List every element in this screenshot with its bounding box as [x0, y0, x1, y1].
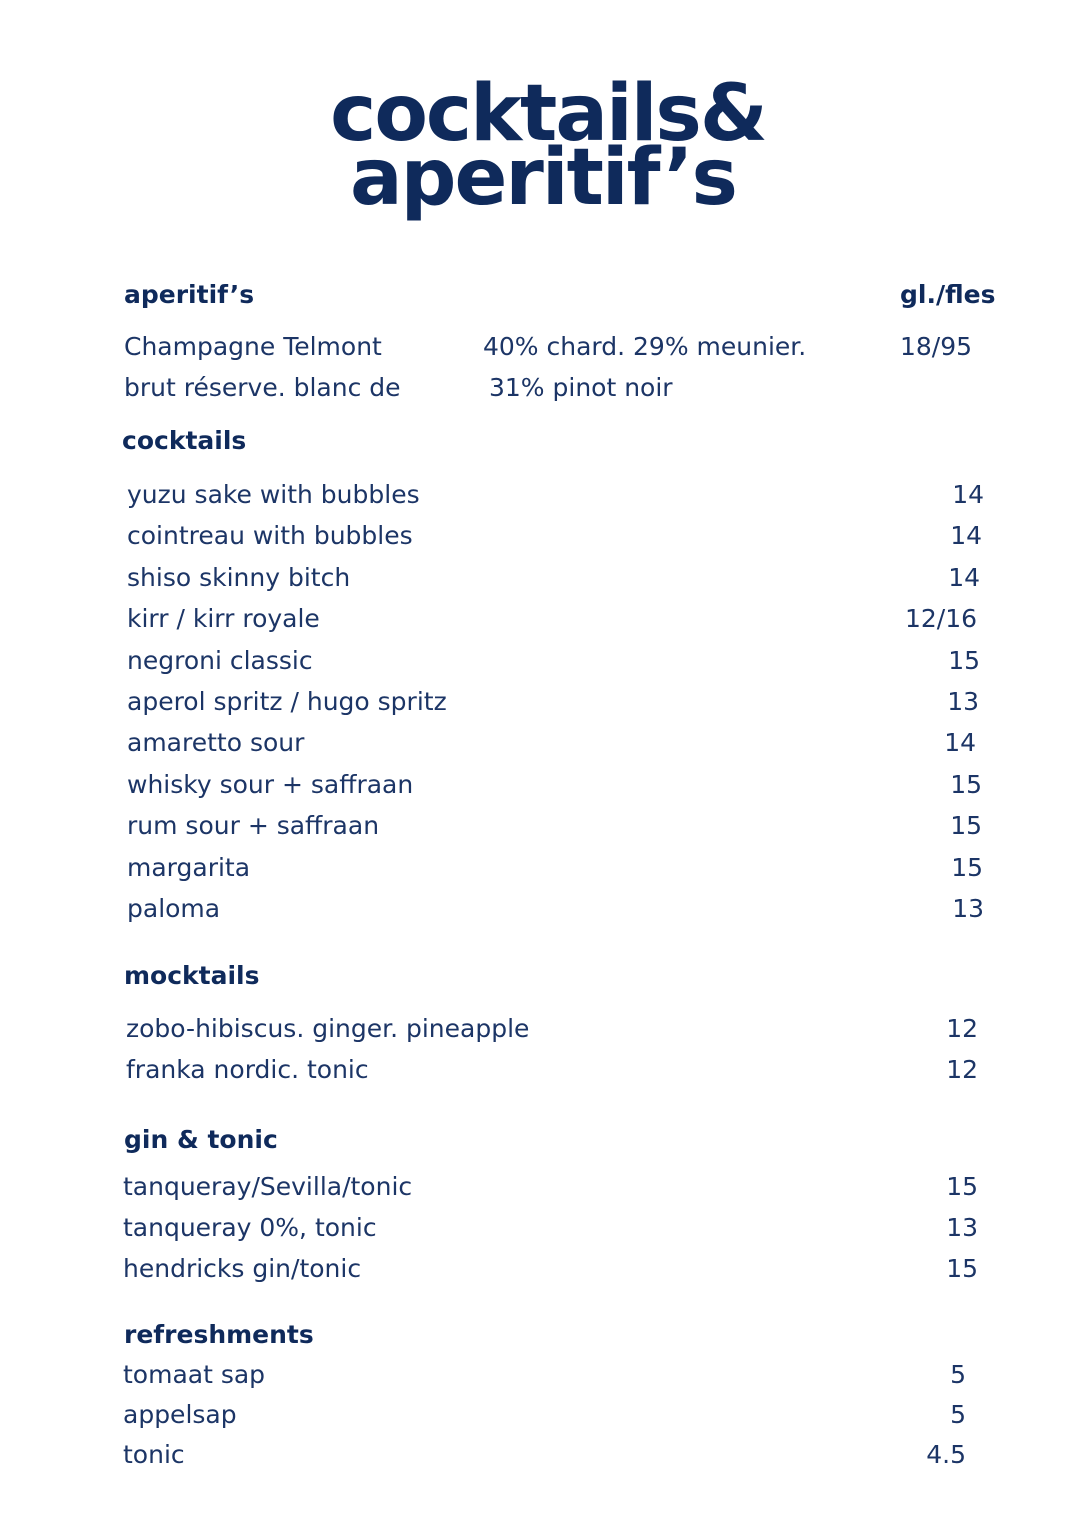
- title-line-2: aperitif’s: [350, 133, 736, 223]
- section-heading-refreshments: refreshments: [124, 1320, 314, 1349]
- item-name: zobo-hibiscus. ginger. pineapple: [126, 1014, 530, 1043]
- menu-row: [0, 1360, 1086, 1396]
- item-name: tanqueray 0%, tonic: [123, 1213, 377, 1242]
- item-name: tonic: [123, 1440, 185, 1469]
- menu-row: [0, 521, 1086, 557]
- item-name: yuzu sake with bubbles: [127, 480, 420, 509]
- menu-row: [0, 563, 1086, 599]
- item-name: whisky sour + saffraan: [127, 769, 414, 799]
- item-price: 12: [946, 1055, 978, 1084]
- item-name: margarita: [127, 852, 251, 882]
- item-price: 14: [948, 562, 980, 592]
- menu-row: [0, 1440, 1086, 1476]
- price-column-heading: gl./fles: [900, 280, 996, 309]
- item-price: 13: [947, 687, 979, 716]
- item-name: tomaat sap: [123, 1360, 266, 1389]
- item-price: 12: [946, 1014, 978, 1043]
- menu-row: [0, 480, 1086, 516]
- title-line-1: cocktails&: [330, 69, 766, 159]
- menu-row-champagne-2: [0, 373, 1086, 409]
- menu-row: [0, 687, 1086, 723]
- menu-row: [0, 1172, 1086, 1208]
- item-price: 15: [950, 811, 982, 841]
- item-name: rum sour + saffraan: [127, 811, 380, 841]
- item-name: kirr / kirr royale: [127, 604, 320, 634]
- item-price: 5: [950, 1360, 966, 1389]
- item-price: 14: [944, 728, 976, 758]
- item-description-continued: 31% pinot noir: [489, 373, 673, 402]
- menu-row-champagne-1: [0, 332, 1086, 368]
- menu-row: [0, 1014, 1086, 1050]
- item-name: cointreau with bubbles: [127, 521, 413, 551]
- item-price: 15: [951, 852, 983, 882]
- section-heading-mocktails: mocktails: [124, 961, 260, 990]
- item-description: 40% chard. 29% meunier.: [483, 332, 807, 361]
- item-price: 13: [946, 1213, 978, 1242]
- item-price: 15: [950, 769, 982, 799]
- page-title: [0, 69, 1086, 223]
- item-price: 4.5: [926, 1440, 966, 1469]
- item-name-continued: brut réserve. blanc de: [124, 373, 401, 402]
- item-name: shiso skinny bitch: [127, 562, 351, 592]
- item-price: 14: [950, 521, 982, 551]
- item-name: negroni classic: [127, 645, 313, 675]
- section-heading-cocktails: cocktails: [122, 426, 247, 455]
- menu-row: [0, 604, 1086, 640]
- item-name: hendricks gin/tonic: [123, 1254, 362, 1283]
- item-name: franka nordic. tonic: [126, 1055, 369, 1084]
- item-name: appelsap: [123, 1400, 237, 1429]
- section-heading-gin-tonic: gin & tonic: [124, 1125, 278, 1154]
- item-name: Champagne Telmont: [124, 332, 382, 361]
- section-heading-aperitifs: aperitif’s: [124, 280, 255, 309]
- item-price: 13: [952, 894, 984, 923]
- item-price: 5: [950, 1400, 966, 1429]
- item-name: paloma: [127, 894, 221, 923]
- menu-row: [0, 853, 1086, 889]
- item-price: 15: [946, 1172, 978, 1201]
- menu-row: [0, 1400, 1086, 1436]
- item-price: 12/16: [904, 604, 977, 634]
- item-name: tanqueray/Sevilla/tonic: [123, 1172, 413, 1201]
- item-price: 14: [952, 480, 984, 509]
- menu-row: [0, 1213, 1086, 1249]
- menu-row: [0, 728, 1086, 764]
- item-name: aperol spritz / hugo spritz: [127, 687, 447, 716]
- item-price: 15: [948, 645, 980, 675]
- item-price: 18/95: [900, 332, 973, 361]
- menu-row: [0, 811, 1086, 847]
- menu-row: [0, 646, 1086, 682]
- item-price: 15: [946, 1254, 978, 1283]
- item-name: amaretto sour: [127, 728, 305, 758]
- menu-row: [0, 894, 1086, 930]
- menu-row: [0, 1254, 1086, 1290]
- menu-row: [0, 1055, 1086, 1091]
- menu-row: [0, 770, 1086, 806]
